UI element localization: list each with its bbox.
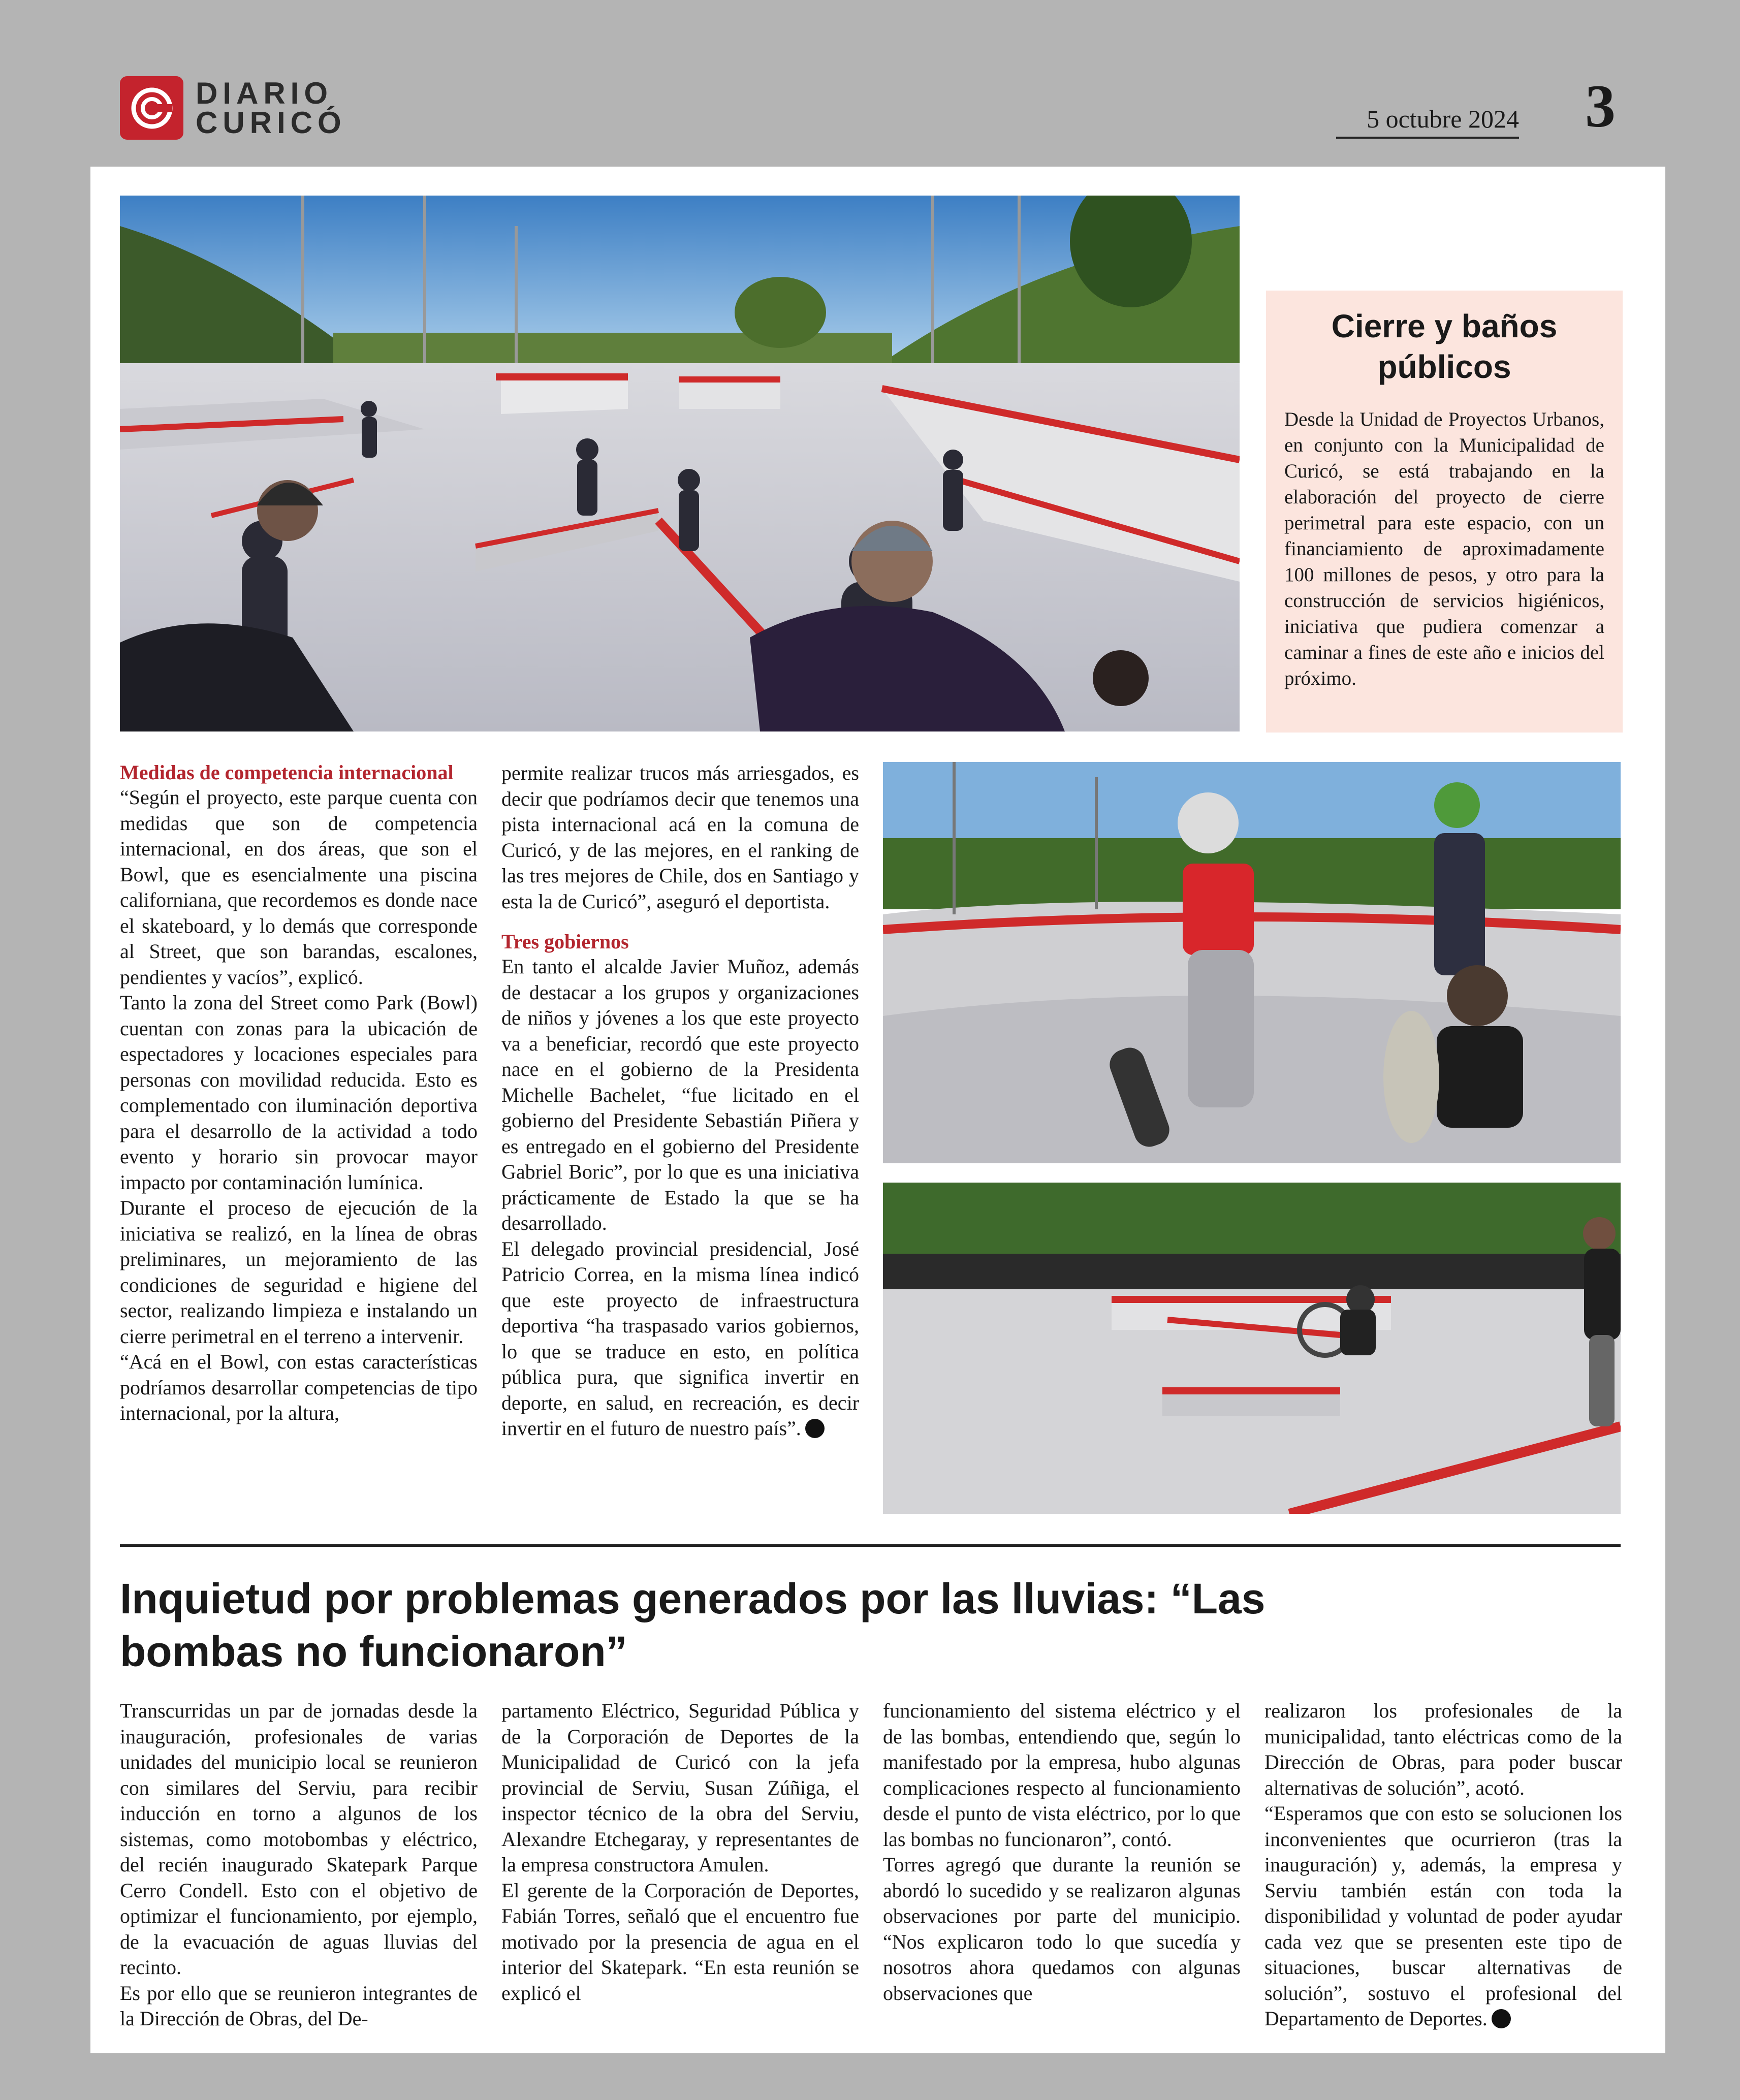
- sidebar-body: Desde la Unidad de Proyectos Urbanos, en conjunto con la Municipalidad de Curicó, se está trabajando en la elaboración del proyecto de cierre perimetral para este espacio, con un financiamiento de aproximadamente 100 millones de pesos, y otro para la construcción de servicios higiénicos, iniciativa que pudiera comenzar a caminar a fines de este año e inicios del próximo.: [1284, 408, 1604, 689]
- paragraph: permite realizar trucos más arriesgados, es decir que podríamos decir que tenemos una pista internacional acá en la comuna de Curicó, y de las mejores, en el ranking de las tres mejores de Chile, dos en Santiago y esta la de Curicó”, aseguró el deportista.: [501, 761, 859, 913]
- paragraph: “Esperamos que con esto se solucionen los inconvenientes que ocurrieron (tras la inauguración) y, además, la empresa y Serviu también están con toda la disponibilidad y voluntad de poder ayudar cada vez que se presenten este tipo de situaciones, buscar alternativas de solución”, sostuvo el profesional del Departamento de Deportes.: [1264, 1802, 1622, 2030]
- article2-column-4: [1264, 1698, 1622, 2032]
- article1-column-2: [501, 760, 859, 1442]
- article1-column-1: [120, 760, 478, 1426]
- wheelchair-skater-photo: [883, 1183, 1621, 1514]
- newspaper-logo: [120, 76, 346, 140]
- paragraph: funcionamiento del sistema eléctrico y el de las bombas, entendiendo que, según lo manifestado por la empresa, hubo algunas complicaciones respecto al funcionamiento desde el punto de vista eléctrico, por lo que las bombas no funcionaron”, contó.: [883, 1699, 1241, 1851]
- paragraph: “Según el proyecto, este parque cuenta con medidas que son de competencia internacional, en dos áreas, que son el Bowl, que es esencialmente una piscina californiana, que recordemos es donde nace el skateboard, y lo demás que corresponde al Street, que son barandas, escalones, pendientes y vacíos”, explicó.: [120, 786, 478, 989]
- logo-line2: CURICÓ: [196, 105, 346, 140]
- subhead-competencia: Medidas de competencia internacional: [120, 761, 454, 784]
- paragraph: Tanto la zona del Street como Park (Bowl) cuentan con zonas para la ubicación de espectadores y locaciones especiales para personas con movilidad reducida. Esto es complementado con iluminación deportiva para el desarrollo de la actividad a todo evento y horario sin provocar mayor impacto por contaminación lumínica.: [120, 991, 478, 1194]
- children-with-skateboards-photo: [883, 762, 1621, 1163]
- paragraph: Torres agregó que durante la reunión se abordó lo sucedido y se realizaron algunas observaciones por parte del municipio. “Nos explicaron todo lo que sucedía y nosotros ahora quedamos con algunas observaciones que: [883, 1853, 1241, 2004]
- sidebar-title: Cierre y baños públicos: [1331, 308, 1558, 385]
- paragraph: realizaron los profesionales de la municipalidad, tanto eléctricas como de la Dirección de Obras, para poder buscar alternativas de solución”, acotó.: [1264, 1699, 1622, 1799]
- paragraph: partamento Eléctrico, Seguridad Pública y de la Corporación de Deportes de la Municipalidad de Curicó con la jefa provincial de Serviu, Susan Zúñiga, el inspector técnico de la obra del Serviu, Alexandre Etchegaray, y representantes de la empresa constructora Amulen.: [501, 1699, 859, 1876]
- paragraph: “Acá en el Bowl, con estas características podríamos desarrollar competencias de tipo internacional, por la altura,: [120, 1350, 478, 1424]
- article2-headline: Inquietud por problemas generados por las lluvias: “Las bombas no funcionaron”: [120, 1575, 1266, 1675]
- logo-icon: [120, 76, 183, 140]
- paragraph: Transcurridas un par de jornadas desde la inauguración, profesionales de varias unidades del municipio local se reunieron con similares del Serviu, para recibir inducción en torno a algunos de los sistemas, como motobombas y eléctrico, del recién inaugurado Skatepark Parque Cerro Condell. Esto con el objetivo de optimizar el funcionamiento, por ejemplo, de la evacuación de aguas lluvias del recinto.: [120, 1699, 478, 1979]
- paragraph: El gerente de la Corporación de Deportes, Fabián Torres, señaló que el encuentro fue motivado por la presencia de agua en el interior del Skatepark. “En esta reunión se explicó el: [501, 1879, 859, 2004]
- page-number: 3: [1585, 72, 1616, 140]
- end-mark-icon: [805, 1419, 825, 1438]
- end-mark-icon: [1492, 2009, 1511, 2028]
- skatepark-crowd-photo: [120, 196, 1240, 731]
- article2-column-1: [120, 1698, 478, 2032]
- paragraph-end: [1264, 1801, 1622, 2032]
- paragraph: Durante el proceso de ejecución de la iniciativa se realizó, en la línea de obras preliminares, un mejoramiento de las condiciones de seguridad e higiene del sector, realizando limpieza e instalando un cierre perimetral en el terreno a intervenir.: [120, 1196, 478, 1348]
- paragraph: En tanto el alcalde Javier Muñoz, además de destacar a los grupos y organizaciones de niños y jóvenes a los que este proyecto va a beneficiar, recordó que este proyecto nace en el gobierno de la Presidenta Michelle Bachelet, “fue licitado en el gobierno del Presidente Sebastián Piñera y es entregado en el gobierno del Presidente Gabriel Boric”, por lo que es una iniciativa prácticamente de Estado la que se ha desarrollado.: [501, 955, 859, 1234]
- subhead-tres-gobiernos: Tres gobiernos: [501, 930, 629, 953]
- article2-column-2: [501, 1698, 859, 2006]
- paragraph-end: [501, 1236, 859, 1442]
- issue-date: 5 octubre 2024: [1336, 104, 1519, 139]
- article2-column-3: [883, 1698, 1241, 2006]
- logo-wordmark: [196, 76, 346, 140]
- logo-line1: DIARIO: [196, 76, 333, 110]
- paragraph: El delegado provincial presidencial, José Patricio Correa, en la misma línea indicó que este proyecto de infraestructura deportiva “ha traspasado varios gobiernos, lo que se traduce en esto, en política pública pura, que significa invertir en deporte, en salud, en recreación, es decir invertir en el futuro de nuestro país”.: [501, 1237, 859, 1440]
- paragraph: Es por ello que se reunieron integrantes de la Dirección de Obras, del De-: [120, 1981, 478, 2030]
- section-divider: [120, 1544, 1621, 1547]
- sidebar-box: [1266, 291, 1623, 733]
